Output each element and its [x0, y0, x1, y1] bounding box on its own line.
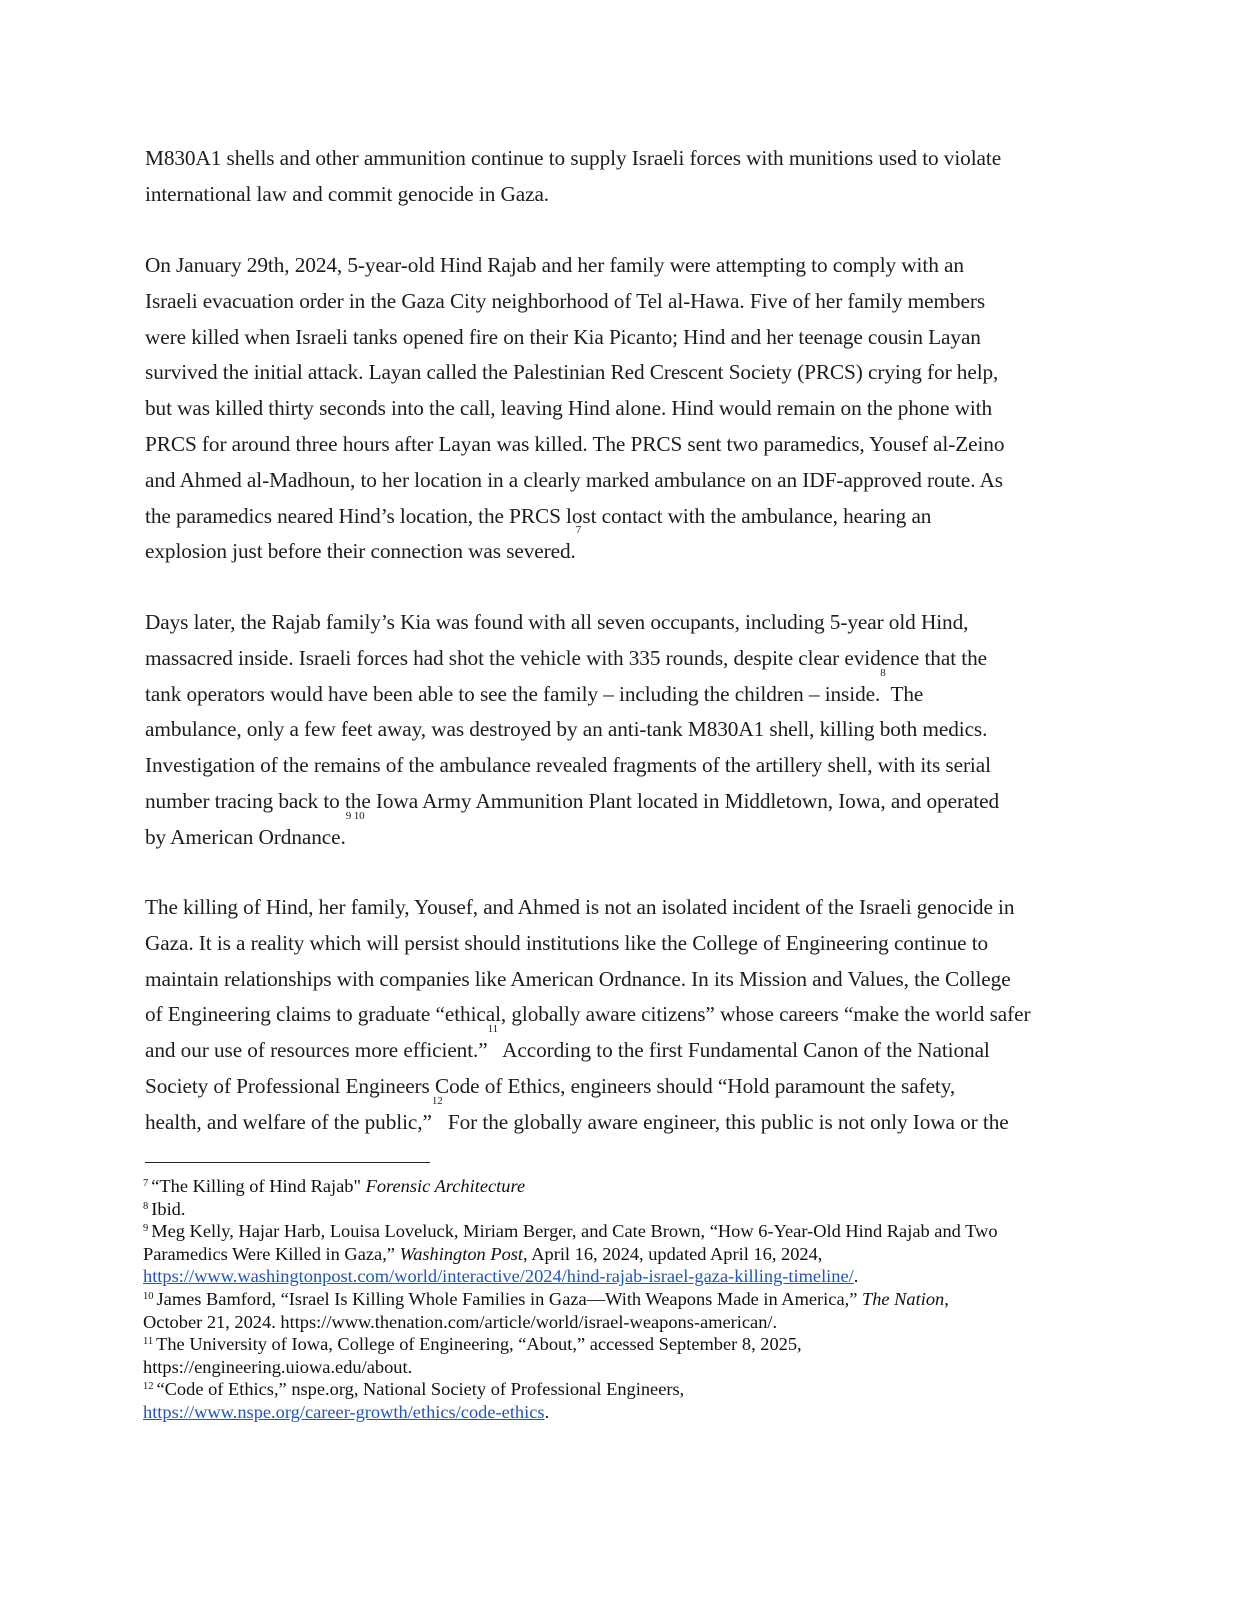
footnote-number: 12 — [143, 1381, 154, 1393]
paragraph-kia-found — [145, 605, 1080, 856]
text-line: On January 29th, 2024, 5-year-old Hind Rajab and her family were attempting to comply with an — [145, 253, 964, 277]
footnote-ref-12[interactable]: 12 — [431, 1094, 443, 1107]
footnote-text: James Bamford, “Israel Is Killing Whole Families in Gaza—With Weapons Made in America,” — [156, 1288, 862, 1309]
text-line: massacred inside. Israeli forces had shot the vehicle with 335 rounds, despite clear evidence that the — [145, 645, 987, 670]
text-line: Days later, the Rajab family’s Kia was found with all seven occupants, including 5-year old Hind, — [145, 610, 969, 634]
footnote-number: 8 — [143, 1200, 149, 1212]
text-segment: For the globally aware engineer, this public is not only Iowa or the — [442, 1109, 1009, 1134]
text-segment: The — [885, 681, 924, 706]
text-line: the paramedics neared Hind’s location, the PRCS lost contact with the ambulance, hearing an — [145, 503, 932, 528]
footnote-divider — [145, 1162, 430, 1163]
text-line: of Engineering claims to graduate “ethical, globally aware citizens” whose careers “make the world safer — [145, 1002, 1031, 1027]
nspe-ethics-link[interactable]: https://www.nspe.org/career-growth/ethics/code-ethics — [143, 1401, 545, 1422]
footnote-ref-7[interactable]: 7 — [575, 524, 582, 537]
footnote-text: , April 16, 2024, updated April 16, 2024, — [523, 1243, 823, 1264]
footnote-11-cont: https://engineering.uiowa.edu/about. — [143, 1356, 413, 1377]
footnote-9 — [143, 1220, 1103, 1243]
text-line — [145, 809, 1080, 856]
text-line: number tracing back to the Iowa Army Ammunition Plant located in Middletown, Iowa, and operated — [145, 788, 1000, 813]
footnotes-section — [143, 1175, 1103, 1424]
text-line: The killing of Hind, her family, Yousef, and Ahmed is not an isolated incident of the Israeli genocide in — [145, 895, 1015, 919]
footnote-10-cont: October 21, 2024. https://www.thenation.com/article/world/israel-weapons-american/. — [143, 1311, 778, 1332]
footnote-10 — [143, 1288, 1103, 1311]
footnote-number: 11 — [143, 1336, 154, 1348]
text-line — [145, 1094, 1080, 1141]
text-segment: According to the first Fundamental Canon of the National — [498, 1038, 990, 1063]
footnote-text: . — [853, 1266, 859, 1287]
text-line: maintain relationships with companies like American Ordnance. In its Mission and Values, the College — [145, 966, 1011, 991]
footnote-12-link-line — [143, 1401, 1103, 1424]
footnote-ref-8[interactable]: 8 — [880, 666, 886, 679]
footnote-text: “The Killing of Hind Rajab" — [151, 1176, 366, 1196]
footnote-11 — [143, 1333, 1103, 1356]
footnote-number: 7 — [143, 1178, 149, 1189]
text-line — [145, 666, 1080, 713]
paragraph-college-engineering — [145, 890, 1080, 1141]
text-line: Investigation of the remains of the ambulance revealed fragments of the artillery shell, with its serial — [145, 753, 991, 778]
footnote-text: Ibid. — [151, 1198, 186, 1219]
text-line: PRCS for around three hours after Layan was killed. The PRCS sent two paramedics, Yousef al-Zeino — [145, 431, 1005, 456]
text-line: were killed when Israeli tanks opened fire on their Kia Picanto; Hind and her teenage cousin Layan — [145, 324, 981, 349]
text-line: Society of Professional Engineers Code of Ethics, engineers should “Hold paramount the safety, — [145, 1073, 956, 1098]
text-segment: and our use of resources more efficient.” — [145, 1038, 488, 1063]
footnote-number: 9 — [143, 1223, 149, 1235]
text-line: but was killed thirty seconds into the call, leaving Hind alone. Hind would remain on the phone with — [145, 396, 993, 421]
footnote-ref-11[interactable]: 11 — [487, 1023, 499, 1036]
footnote-source-title: Forensic Architecture — [365, 1176, 526, 1196]
paragraph-munitions — [145, 141, 1080, 213]
text-line: M830A1 shells and other ammunition continue to supply Israeli forces with munitions used to violate — [145, 146, 1002, 170]
footnote-text: Meg Kelly, Hajar Harb, Louisa Loveluck, Miriam Berger, and Cate Brown, “How 6-Year-Old Hind Rajab and Two — [151, 1221, 998, 1242]
washington-post-link[interactable]: https://www.washingtonpost.com/world/interactive/2024/hind-rajab-israel-gaza-killing-timeline/ — [143, 1266, 854, 1287]
text-line: and Ahmed al-Madhoun, to her location in a clearly marked ambulance on an IDF-approved route. As — [145, 467, 1003, 492]
footnote-8 — [143, 1198, 1103, 1221]
footnote-text: Paramedics Were Killed in Gaza,” — [143, 1243, 400, 1264]
text-segment: by American Ordnance. — [145, 824, 346, 849]
text-line: ambulance, only a few feet away, was destroyed by an anti-tank M830A1 shell, killing both medics. — [145, 717, 988, 742]
text-segment: health, and welfare of the public,” — [145, 1109, 432, 1134]
text-line: Gaza. It is a reality which will persist should institutions like the College of Engineering continue to — [145, 930, 989, 955]
text-line: Israeli evacuation order in the Gaza City neighborhood of Tel al-Hawa. Five of her family members — [145, 288, 986, 313]
text-segment: explosion just before their connection was severed. — [145, 539, 576, 564]
footnote-text: . — [544, 1401, 550, 1422]
footnote-7 — [143, 1175, 1103, 1198]
text-line — [145, 1023, 1080, 1069]
footnote-source-title: The Nation — [861, 1288, 945, 1309]
footnote-text: , — [944, 1288, 949, 1309]
paragraph-hind-rajab — [145, 248, 1080, 570]
footnote-12 — [143, 1378, 1103, 1401]
text-line: survived the initial attack. Layan called the Palestinian Red Crescent Society (PRCS) crying for help, — [145, 360, 999, 385]
text-line: international law and commit genocide in Gaza. — [145, 181, 550, 206]
text-line — [145, 524, 1080, 570]
footnote-9-cont — [143, 1243, 1103, 1266]
footnote-text: “Code of Ethics,” nspe.org, National Society of Professional Engineers, — [156, 1379, 685, 1400]
footnote-text: The University of Iowa, College of Engineering, “About,” accessed September 8, 2025, — [156, 1334, 802, 1355]
footnote-source-title: Washington Post — [399, 1243, 524, 1264]
footnote-number: 10 — [143, 1290, 154, 1302]
footnote-ref-9-10[interactable]: 9 10 — [345, 809, 365, 822]
footnote-9-link-line — [143, 1265, 1103, 1288]
text-segment: tank operators would have been able to see the family – including the children – inside. — [145, 681, 881, 706]
